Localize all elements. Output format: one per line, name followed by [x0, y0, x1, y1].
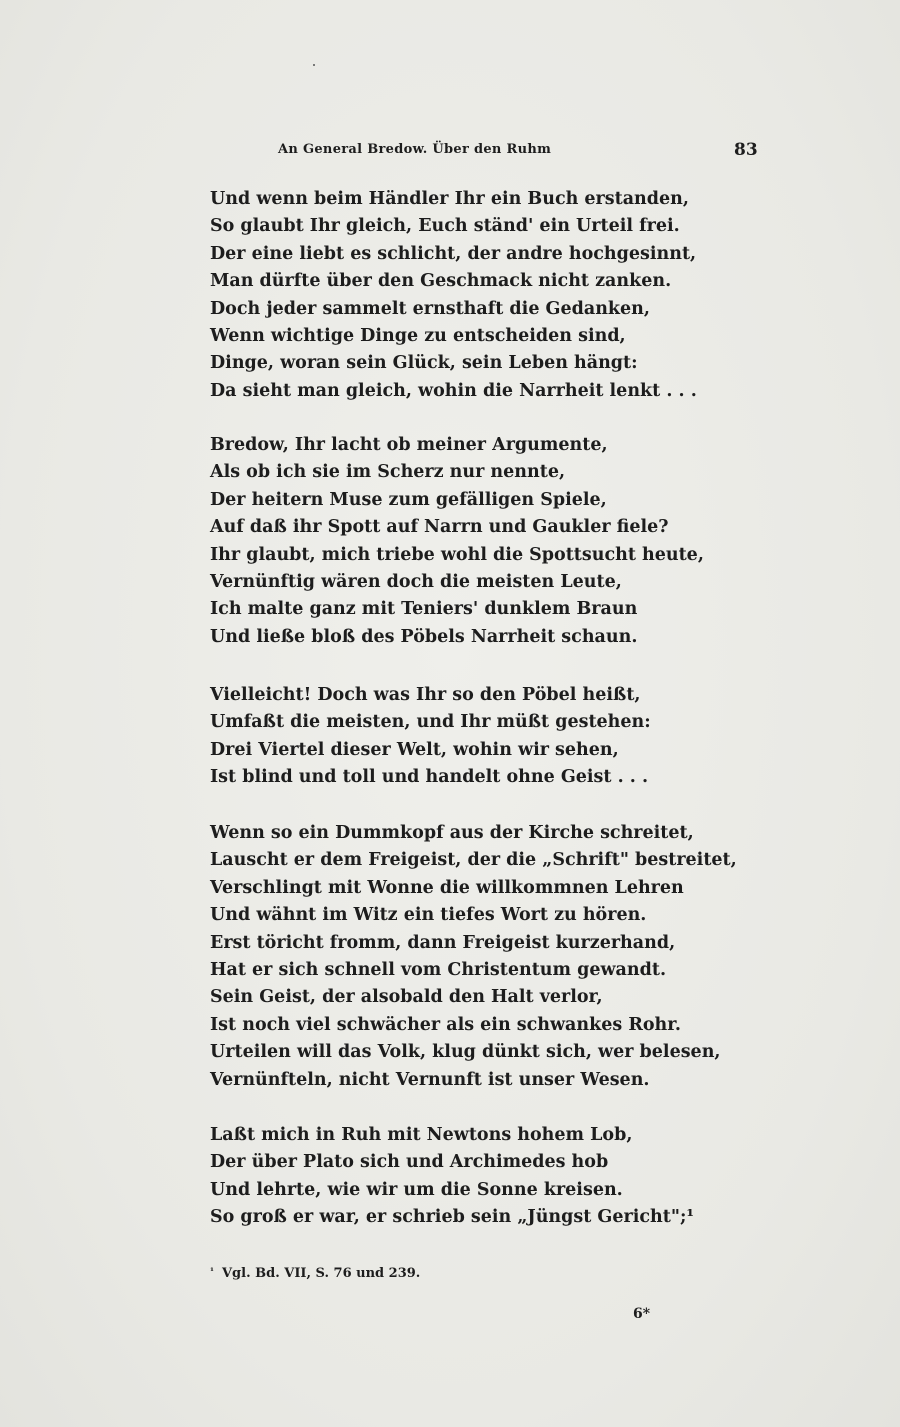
- footnote-marker: ¹: [210, 1267, 214, 1277]
- verse-line: Der über Plato sich und Archimedes hob: [210, 1152, 609, 1173]
- verse-line: Wenn wichtige Dinge zu entscheiden sind,: [210, 325, 626, 346]
- stanza-2: [210, 432, 704, 651]
- verse-line: Vernünftig wären doch die meisten Leute,: [210, 571, 622, 592]
- running-head: An General Bredow. Über den Ruhm: [278, 142, 552, 157]
- verse-line: Hat er sich schnell vom Christentum gewandt.: [210, 959, 667, 980]
- page-number: 83: [734, 140, 758, 160]
- verse-line: Vernünfteln, nicht Vernunft ist unser Wesen.: [210, 1069, 650, 1090]
- verse-line: Urteilen will das Volk, klug dünkt sich, wer belesen,: [210, 1042, 721, 1063]
- verse-line: Doch jeder sammelt ernsthaft die Gedanken,: [210, 298, 650, 319]
- verse-line: Ihr glaubt, mich triebe wohl die Spottsucht heute,: [210, 544, 704, 565]
- verse-line: Und wenn beim Händler Ihr ein Buch erstanden,: [210, 189, 689, 209]
- stanza-3: [210, 682, 660, 792]
- verse-line: Als ob ich sie im Scherz nur nennte,: [210, 462, 566, 483]
- footnote: [210, 1266, 420, 1281]
- verse-line: Wenn so ein Dummkopf aus der Kirche schreitet,: [210, 823, 694, 843]
- ink-speck: [313, 64, 315, 66]
- verse-line: Ist noch viel schwächer als ein schwankes Rohr.: [210, 1014, 681, 1035]
- stanza-1: [210, 186, 697, 405]
- verse-line: Umfaßt die meisten, und Ihr müßt gestehen:: [210, 712, 651, 733]
- verse-line: Ist blind und toll und handelt ohne Geist . . .: [210, 767, 649, 788]
- verse-line: Vielleicht! Doch was Ihr so den Pöbel heißt,: [210, 685, 641, 705]
- verse-line: Der eine liebt es schlicht, der andre hochgesinnt,: [210, 243, 697, 264]
- verse-line: Da sieht man gleich, wohin die Narrheit lenkt . . .: [210, 380, 697, 401]
- verse-line: So groß er war, er schrieb sein „Jüngst Gericht";¹: [210, 1207, 695, 1228]
- verse-line: Lauscht er dem Freigeist, der die „Schrift" bestreitet,: [210, 850, 737, 871]
- verse-line: So glaubt Ihr gleich, Euch ständ' ein Urteil frei.: [210, 216, 680, 237]
- verse-line: Erst töricht fromm, dann Freigeist kurzerhand,: [210, 932, 676, 953]
- verse-line: Dinge, woran sein Glück, sein Leben hängt:: [210, 353, 638, 374]
- footnote-text: Vgl. Bd. VII, S. 76 und 239.: [221, 1266, 421, 1281]
- verse-line: Der heitern Muse zum gefälligen Spiele,: [210, 489, 607, 510]
- verse-line: Bredow, Ihr lacht ob meiner Argumente,: [210, 435, 608, 455]
- verse-line: Laßt mich in Ruh mit Newtons hohem Lob,: [210, 1125, 633, 1145]
- verse-line: Man dürfte über den Geschmack nicht zanken.: [210, 271, 672, 292]
- verse-line: Ich malte ganz mit Teniers' dunklem Braun: [210, 599, 638, 620]
- stanza-4: [210, 820, 737, 1094]
- verse-line: Und ließe bloß des Pöbels Narrheit schaun.: [210, 626, 638, 647]
- verse-line: Sein Geist, der alsobald den Halt verlor,: [210, 987, 603, 1008]
- verse-line: Verschlingt mit Wonne die willkommnen Lehren: [210, 877, 684, 898]
- verse-line: Drei Viertel dieser Welt, wohin wir sehen,: [210, 739, 619, 760]
- verse-line: Und wähnt im Witz ein tiefes Wort zu hören.: [210, 905, 647, 926]
- stanza-5: [210, 1122, 695, 1232]
- verse-line: Auf daß ihr Spott auf Narrn und Gaukler fiele?: [210, 517, 669, 538]
- signature-mark: 6*: [633, 1306, 651, 1322]
- verse-line: Und lehrte, wie wir um die Sonne kreisen.: [210, 1179, 623, 1200]
